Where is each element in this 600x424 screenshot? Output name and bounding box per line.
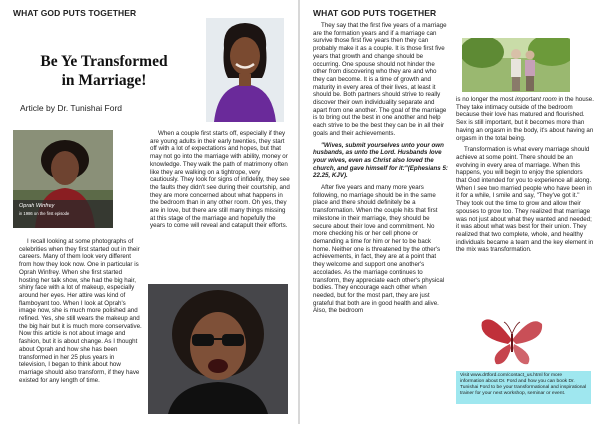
right-col1-paragraph-1: They say that the first five years of a marriage are the formation years and if a marriage can survive those first five years then they can probably make it as a couple. It is those first five years that growth and change should be occurring. One spouse should not hinder the other from discovering who they are and who they can become. It is a time of growth and maturity in every area of their lives, at least it should be. Both partners should strive to really discover their own individuality separate and apart from one another. The goal of the marriage is to bring out the best in one another and help each strive to be the best they can be in all their goals and their achievements. [313, 22, 447, 137]
oprah-early-photo [13, 130, 113, 228]
right-col1-paragraph-2: After five years and many more years following, no marriage should be in the same place and there should definitely be a transformation. When the couple hits that first milestone in their marriage, they should be secure about their love and commitment. No more checking his or her cell phone or demanding a time for him or her to be back home. Neither one is threatened by the other's achievements, in fact, they are at a point that they welcome and support one another's accolades. As the marriage continues to transform, they appreciate each other's physical bodies. They encourage each other when needed, but for the most part, they are just grateful that both are in good health and alive. Also, the bedroom [313, 184, 445, 315]
left-col1-paragraph: I recall looking at some photographs of celebrities when they first started out in their careers. Many of them look very different from how they look now. One in particular is Oprah Winfrey. When she first started hosting her talk show, she had the big hair, shiny face with a lot of makeup, especially around her eyes. Her attire was kind of flamboyant too. When I look at Oprah's image now, she is much more polished and refined. Yes, she still wears the makeup and the big hair but it is much more conservative. Now this article is not about image and fashion, but it is about change. As I thought about Oprah and how she has been transformed in her 25 plus years in television, I began to think about how marriage should also transform, if they have existed for any length of time. [19, 238, 142, 384]
left-col2-paragraph: When a couple first starts off, especially if they are young adults in their early twenties, they start off with a lot of expectations and hopes, but that may not go into the marriage with ability, money or knowledge. They walk the path of matrimony often like they are walking on a tightrope, very cautiously. They look for signs of infidelity, they see the faults they didn't see during their courtship, and they are more concerned about what happens in the bedroom than in any other room. Oh yes, they are in love, but there are still many things missing at this stage of the marriage and hopefully the years to come will reveal and catapult their efforts. [150, 130, 290, 230]
oprah-caption-small: in 1986 on the first episode [19, 211, 70, 216]
byline: Article by Dr. Tunishai Ford [20, 103, 123, 113]
title-line-1: Be Ye Transformed [40, 53, 168, 70]
left-column-1 [19, 238, 143, 388]
article-title [20, 52, 188, 90]
right-column-1 [313, 22, 449, 319]
couple-photo [462, 38, 570, 92]
promo-box: Visit www.drtford.com/contact_us.html for more information about Dr. Ford and how you can book Dr. Tunishai Ford to be your transformational and inspirational trainer for your next workshop, seminar or event. [456, 371, 591, 404]
right-col2-paragraph-1 [456, 96, 594, 142]
butterfly-icon [478, 310, 546, 368]
right-col2-paragraph-2: Transformation is what every marriage should achieve at some point. There should be an evolving in every area of marriage. When this happens, you will begin to enjoy the splendors that God intended for you to experience all along. When I see two married people who have been in it for a while, I smile and say, "They've got it." They took out the time to grow and allow their spouses to grow too. They realized that marriage was not just about what they wanted and needed; it was about what was best for their union. They realized that two complete, whole, and healthy individuals became a team and the key element in the mix was transformation. [456, 146, 594, 254]
oprah-recent-photo [148, 284, 288, 414]
scripture-quote: "Wives, submit yourselves unto your own husbands, as unto the Lord. Husbands love your wives, even as Christ also loved the church, and gave himself for it:"(Ephesians 5: 22.25, KJV). [313, 141, 448, 180]
right-page [300, 0, 600, 424]
col2-p1-start: is no longer the most [456, 96, 516, 103]
right-header: WHAT GOD PUTS TOGETHER [313, 8, 437, 18]
left-header: WHAT GOD PUTS TOGETHER [13, 8, 137, 18]
col2-p1-end: in the house. They take intimacy outside of the bedroom because their love has matured and flourished. Sex is still important, but it becomes more than having an orgasm in the body, it's about having an orgasm in the total being. [456, 96, 594, 142]
author-photo [206, 18, 284, 122]
left-page [0, 0, 298, 424]
left-column-2 [150, 130, 290, 234]
col2-p1-emphasis: important room [515, 96, 557, 103]
right-column-2 [456, 96, 594, 258]
title-line-2: in Marriage! [61, 72, 147, 89]
oprah-caption: Oprah Winfrey [19, 203, 55, 209]
